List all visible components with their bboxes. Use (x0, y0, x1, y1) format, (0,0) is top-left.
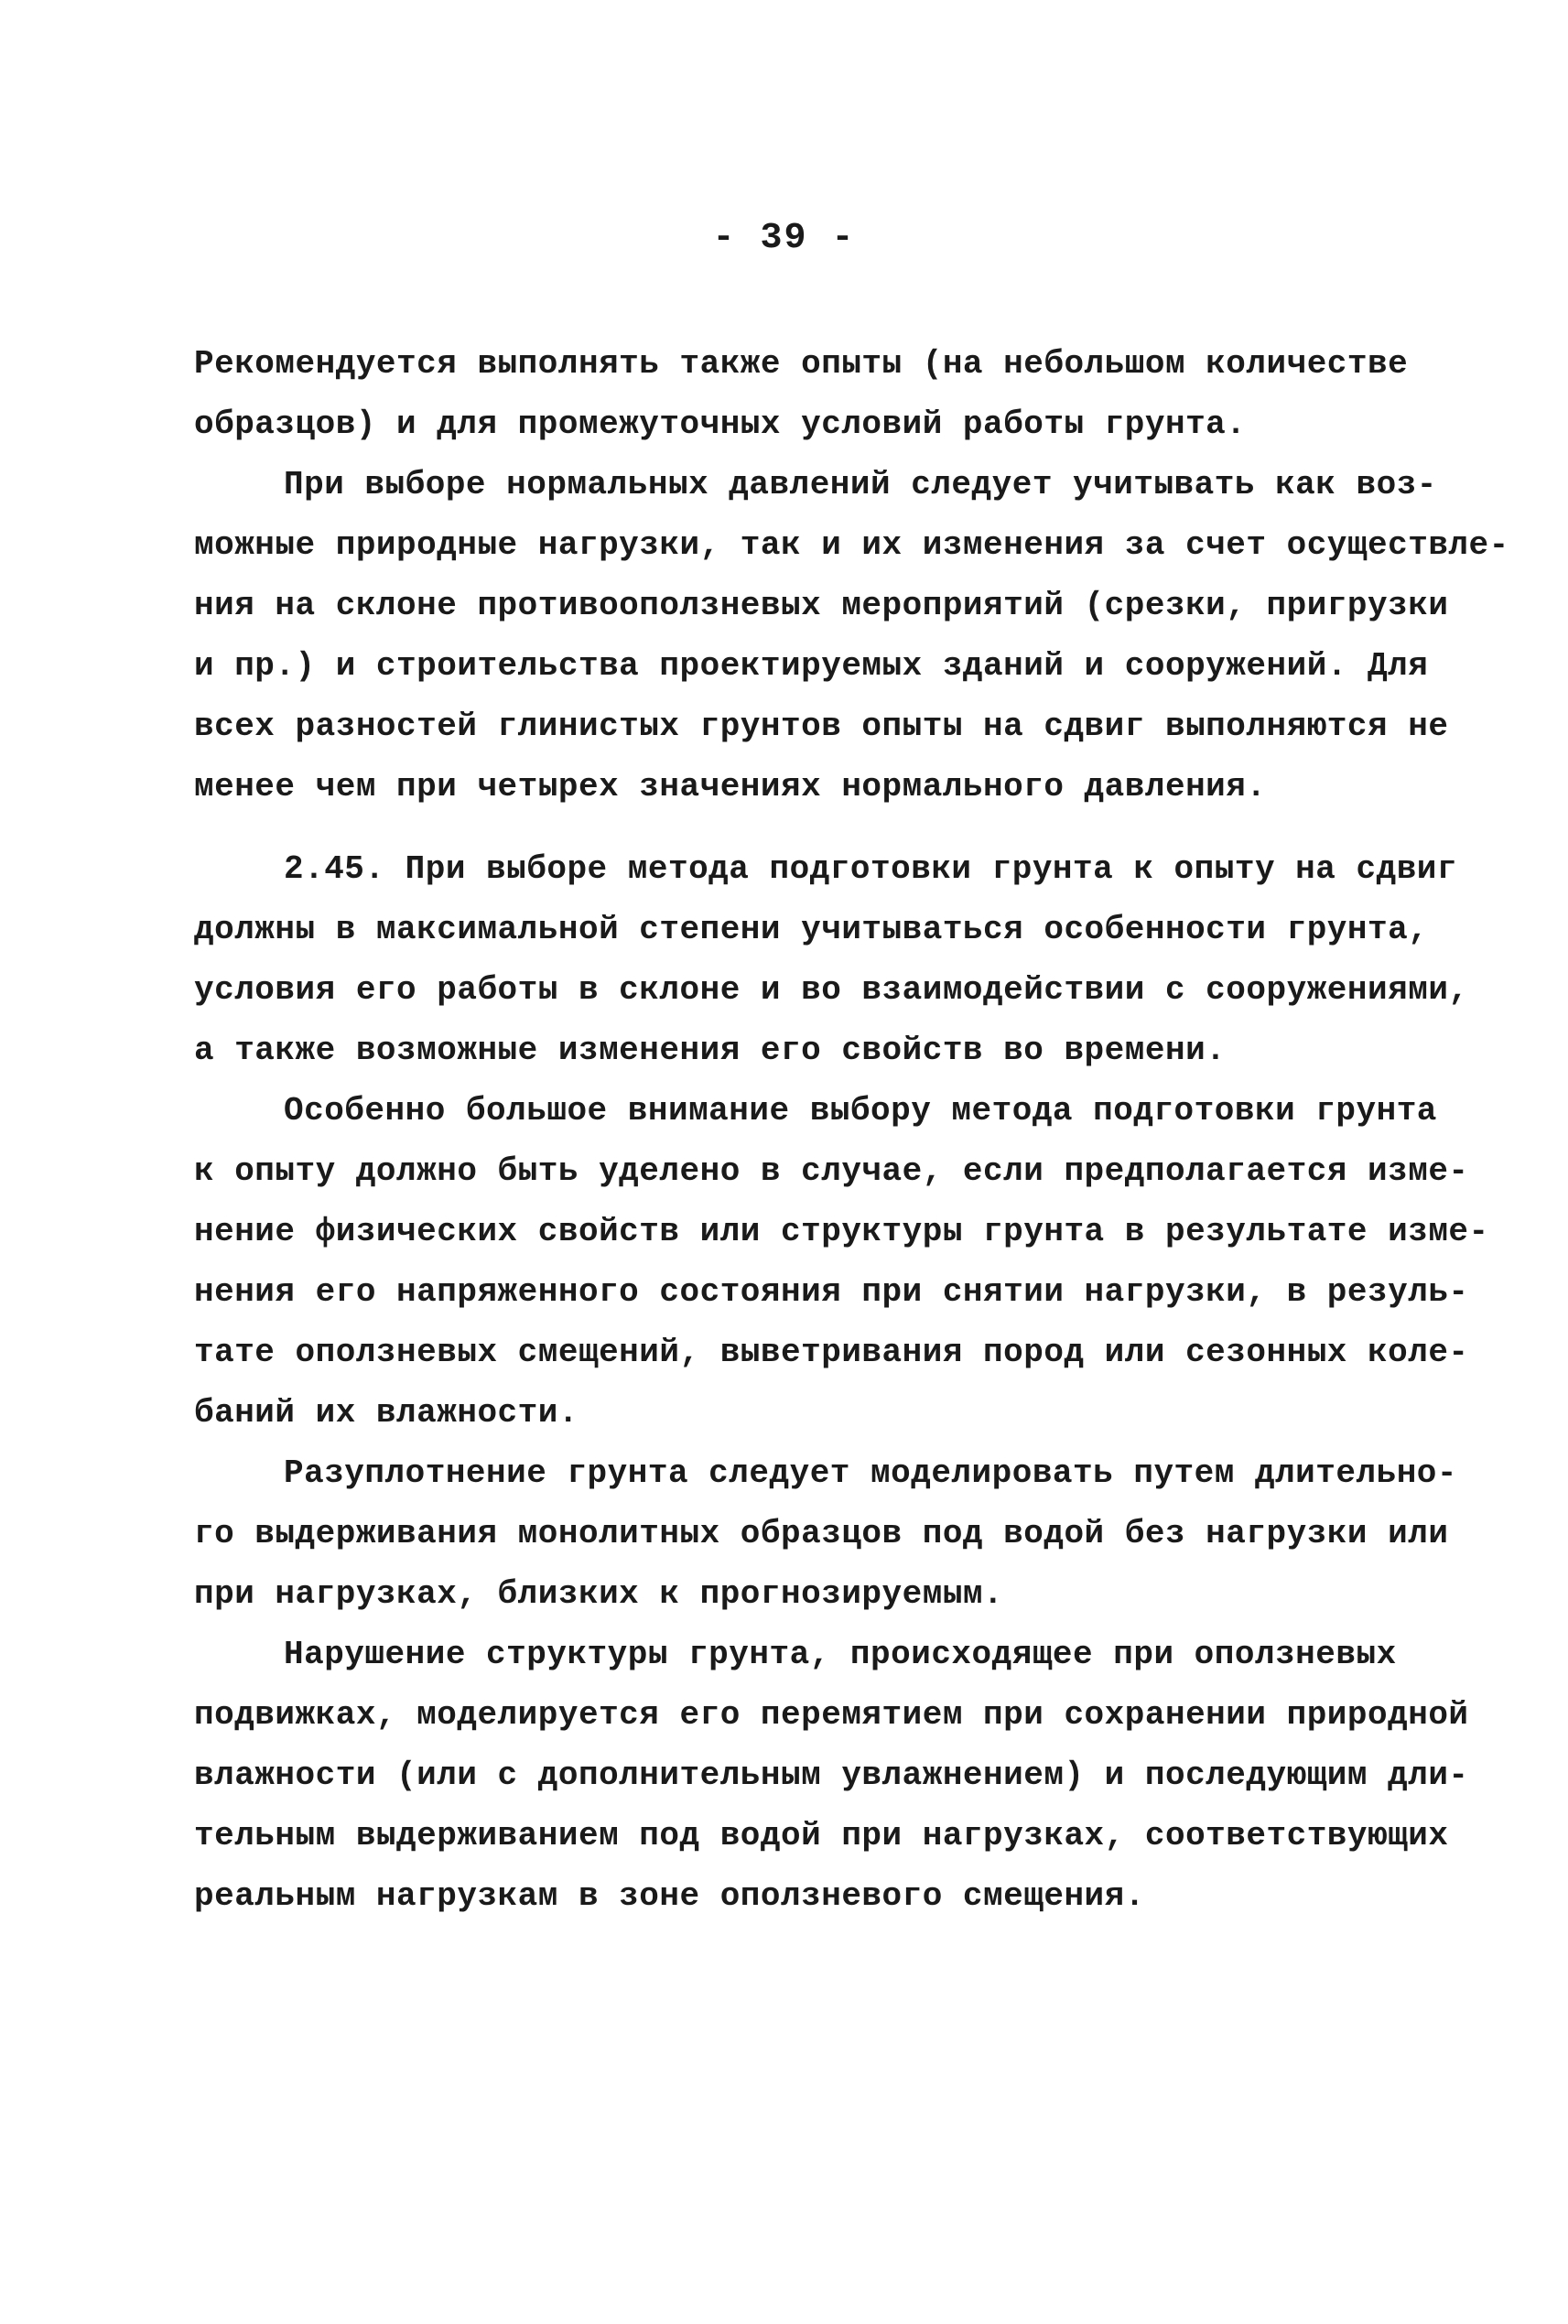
text-line: можные природные нагрузки, так и их изменения за счет осуществле- (194, 526, 1509, 564)
text-line: Рекомендуется выполнять также опыты (на небольшом количестве (194, 345, 1409, 383)
text-line: баний их влажности. (194, 1394, 579, 1432)
text-line: тельным выдерживанием под водой при нагрузках, соответствующих (194, 1817, 1449, 1854)
text-line: влажности (или с дополнительным увлажнением) и последующим дли- (194, 1757, 1469, 1794)
text-line: ния на склоне противооползневых мероприятий (срезки, пригрузки (194, 587, 1449, 624)
section-2-45-start: 2.45. При выборе метода подготовки грунта к опыту на сдвиг (284, 850, 1458, 888)
text-line: образцов) и для промежуточных условий работы грунта. (194, 405, 1247, 443)
text-line: при нагрузках, близких к прогнозируемым. (194, 1575, 1004, 1613)
text-line: к опыту должно быть уделено в случае, если предполагается изме- (194, 1152, 1469, 1190)
paragraph-start: При выборе нормальных давлений следует учитывать как воз- (284, 466, 1437, 503)
text-line: нения его напряженного состояния при снятии нагрузки, в резуль- (194, 1273, 1469, 1311)
paragraph-start: Разуплотнение грунта следует моделировать путем длительно- (284, 1454, 1458, 1492)
text-line: подвижках, моделируется его перемятием при сохранении природной (194, 1696, 1469, 1734)
text-line: тате оползневых смещений, выветривания пород или сезонных коле- (194, 1334, 1469, 1371)
page-number: - 39 - (712, 218, 856, 259)
text-line: условия его работы в склоне и во взаимодействии с сооружениями, (194, 971, 1469, 1009)
text-line: го выдерживания монолитных образцов под водой без нагрузки или (194, 1515, 1449, 1552)
paragraph-start: Особенно большое внимание выбору метода подготовки грунта (284, 1092, 1437, 1130)
paragraph-start: Нарушение структуры грунта, происходящее при оползневых (284, 1636, 1397, 1673)
text-line: а также возможные изменения его свойств во времени. (194, 1032, 1227, 1069)
text-line: менее чем при четырех значениях нормального давления. (194, 768, 1267, 805)
text-line: и пр.) и строительства проектируемых зданий и сооружений. Для (194, 647, 1429, 685)
text-line: нение физических свойств или структуры грунта в результате изме- (194, 1213, 1489, 1250)
text-line: всех разностей глинистых грунтов опыты на сдвиг выполняются не (194, 708, 1449, 745)
text-line: реальным нагрузкам в зоне оползневого смещения. (194, 1877, 1145, 1915)
text-line: должны в максимальной степени учитываться особенности грунта, (194, 911, 1429, 948)
